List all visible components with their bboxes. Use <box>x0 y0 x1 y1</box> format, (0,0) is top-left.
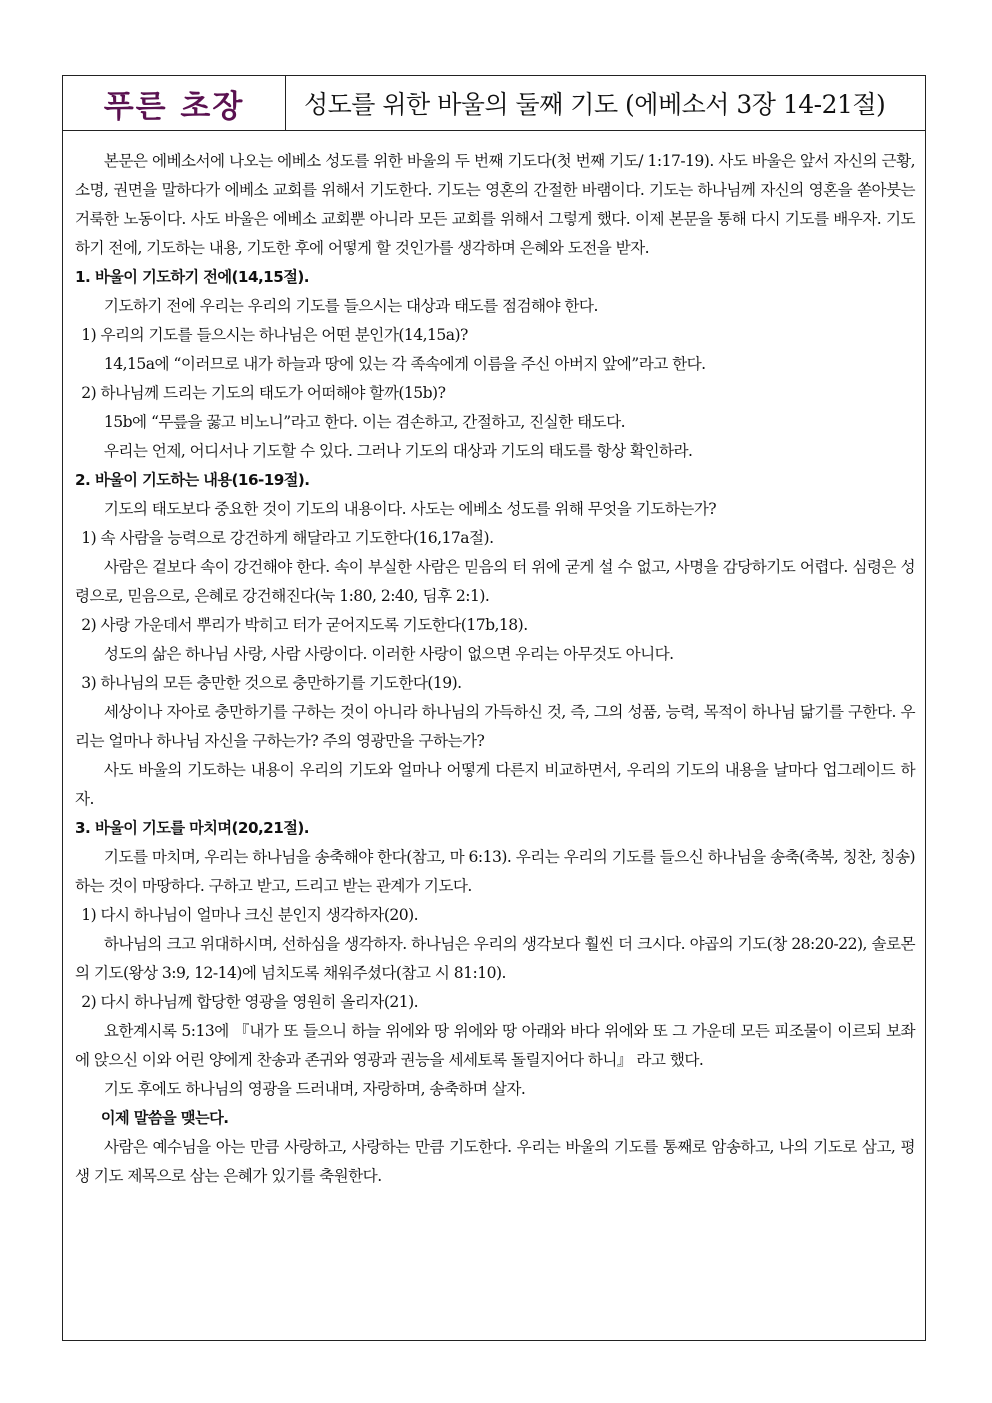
section-1-text: 15b에 “무릎을 꿇고 비노니”라고 한다. 이는 겸손하고, 간절하고, 진실한 태도다. <box>103 413 626 431</box>
section-3-point-2: 2) 다시 하나님께 합당한 영광을 영원히 올리자(21). <box>81 993 419 1011</box>
section-2-text: 사람은 겉보다 속이 강건해야 한다. 속이 부실한 사람은 믿음의 터 위에 굳게 설 수 없고, 사명을 감당하기도 어렵다. 심령은 성령으로, 믿음으로, 은혜로 강건해진다(눅 1:80, 2:40, 딤후 2:1). <box>75 558 915 605</box>
section-2-text: 기도의 태도보다 중요한 것이 기도의 내용이다. 사도는 에베소 성도를 위해 무엇을 기도하는가? <box>103 500 717 518</box>
sermon-page <box>62 75 926 1341</box>
section-2-text: 성도의 삶은 하나님 사랑, 사람 사랑이다. 이러한 사랑이 없으면 우리는 아무것도 아니다. <box>103 645 674 663</box>
section-3-text: 요한계시록 5:13에 『내가 또 들으니 하늘 위에와 땅 위에와 땅 아래와 바다 위에와 또 그 가운데 모든 피조물이 이르되 보좌에 앉으신 이와 어린 양에게 찬송과 존귀와 영광과 권능을 세세토록 돌릴지어다 하니』 라고 했다. <box>75 1022 915 1069</box>
section-1-text: 14,15a에 “이러므로 내가 하늘과 땅에 있는 각 족속에게 이름을 주신 아버지 앞에”라고 한다. <box>103 355 706 373</box>
closing-paragraph: 사람은 예수님을 아는 만큼 사랑하고, 사랑하는 만큼 기도한다. 우리는 바울의 기도를 통째로 암송하고, 나의 기도로 삼고, 평생 기도 제목으로 삼는 은혜가 있기를 축원한다. <box>75 1138 915 1185</box>
section-1-text: 우리는 언제, 어디서나 기도할 수 있다. 그러나 기도의 대상과 기도의 태도를 항상 확인하라. <box>103 442 693 460</box>
section-2-text: 사도 바울의 기도하는 내용이 우리의 기도와 얼마나 어떻게 다른지 비교하면서, 우리의 기도의 내용을 날마다 업그레이드 하자. <box>75 761 915 808</box>
section-1-point-1: 1) 우리의 기도를 들으시는 하나님은 어떤 분인가(14,15a)? <box>81 326 468 344</box>
section-1-heading: 1. 바울이 기도하기 전에(14,15절). <box>75 268 309 286</box>
sermon-body <box>63 131 925 1191</box>
sermon-title: 성도를 위한 바울의 둘째 기도 (에베소서 3장 14-21절) <box>304 90 886 119</box>
section-3-text: 기도 후에도 하나님의 영광을 드러내며, 자랑하며, 송축하며 살자. <box>103 1080 526 1098</box>
section-1-text: 기도하기 전에 우리는 우리의 기도를 들으시는 대상과 태도를 점검해야 한다. <box>103 297 598 315</box>
closing-heading: 이제 말씀을 맺는다. <box>100 1109 229 1127</box>
section-2-heading: 2. 바울이 기도하는 내용(16-19절). <box>75 471 310 489</box>
section-3-text: 하나님의 크고 위대하시며, 선하심을 생각하자. 하나님은 우리의 생각보다 훨씬 더 크시다. 야곱의 기도(창 28:20-22), 솔로몬의 기도(왕상 3:9, 12-14)에 넘치도록 채워주셨다(참고 시 81:10). <box>75 935 915 982</box>
section-2-point-2: 2) 사랑 가운데서 뿌리가 박히고 터가 굳어지도록 기도한다(17b,18). <box>81 616 528 634</box>
section-1-point-2: 2) 하나님께 드리는 기도의 태도가 어떠해야 할까(15b)? <box>81 384 446 402</box>
section-2-point-3: 3) 하나님의 모든 충만한 것으로 충만하기를 기도한다(19). <box>81 674 462 692</box>
section-2-point-1: 1) 속 사람을 능력으로 강건하게 해달라고 기도한다(16,17a절). <box>81 529 494 547</box>
brand-title: 푸른 초장 <box>63 76 286 130</box>
section-2-text: 세상이나 자아로 충만하기를 구하는 것이 아니라 하나님의 가득하신 것, 즉, 그의 성품, 능력, 목적이 하나님 닮기를 구한다. 우리는 얼마나 하나님 자신을 구하는가? 주의 영광만을 구하는가? <box>75 703 915 750</box>
header <box>63 76 925 131</box>
section-3-heading: 3. 바울이 기도를 마치며(20,21절). <box>75 819 309 837</box>
section-3-point-1: 1) 다시 하나님이 얼마나 크신 분인지 생각하자(20). <box>81 906 419 924</box>
section-3-text: 기도를 마치며, 우리는 하나님을 송축해야 한다(참고, 마 6:13). 우리는 우리의 기도를 들으신 하나님을 송축(축복, 칭찬, 칭송)하는 것이 마땅하다. 구하고 받고, 드리고 받는 관계가 기도다. <box>75 848 915 895</box>
intro-paragraph: 본문은 에베소서에 나오는 에베소 성도를 위한 바울의 두 번째 기도다(첫 번째 기도/ 1:17-19). 사도 바울은 앞서 자신의 근황, 소명, 권면을 말하다가 에베소 교회를 위해서 기도한다. 기도는 영혼의 간절한 바램이다. 기도는 하나님께 자신의 영혼을 쏟아붓는 거룩한 노동이다. 사도 바울은 에베소 교회뿐 아니라 모든 교회를 위해서 그렇게 했다. 이제 본문을 통해 다시 기도를 배우자. 기도하기 전에, 기도하는 내용, 기도한 후에 어떻게 할 것인가를 생각하며 은혜와 도전을 받자. <box>75 152 915 257</box>
